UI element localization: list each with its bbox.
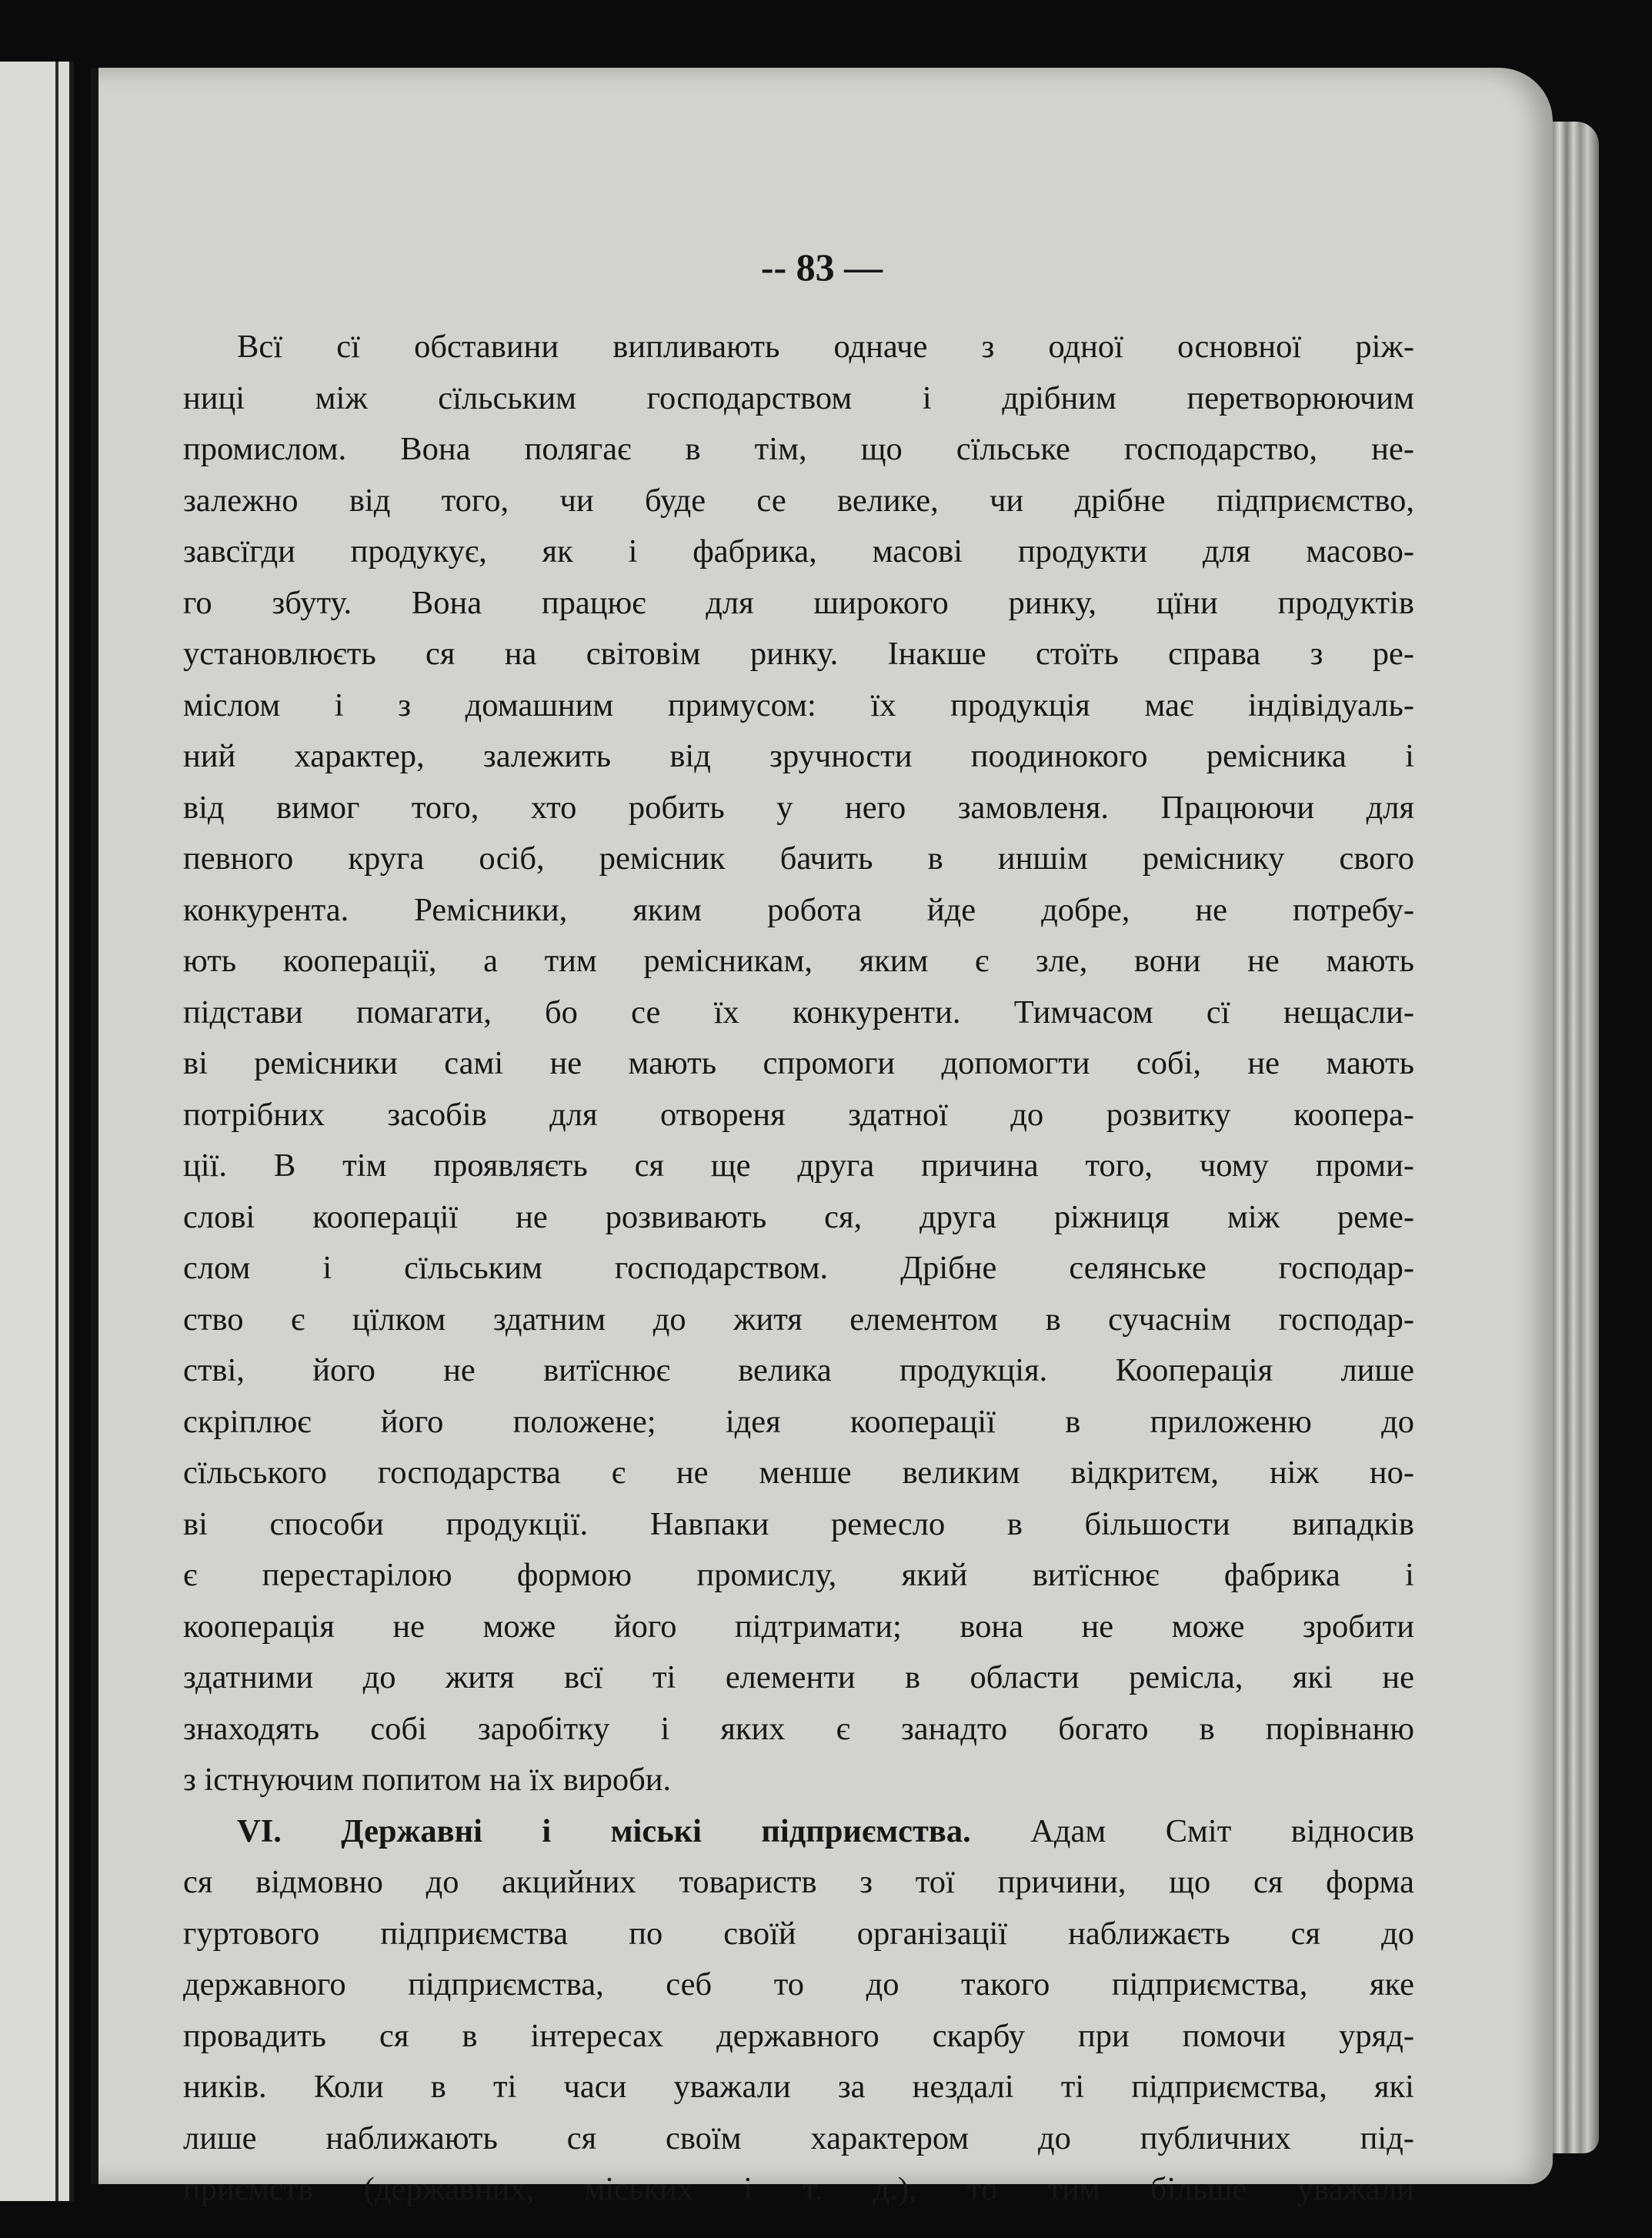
text-line: ний характер, залежить від зручности поодинокого ремісника і <box>183 738 1414 774</box>
text-line: го збуту. Вона працює для широкого ринку, цїни продуктів <box>183 584 1414 621</box>
text-line: промислом. Вона полягає в тім, що сїльське господарство, не- <box>183 431 1414 467</box>
book-page <box>91 68 1553 2207</box>
text-line: з істнуючим попитом на їх вироби. <box>183 1762 672 1798</box>
text-line: конкурента. Ремісники, яким робота йде добре, не потребу- <box>183 891 1414 928</box>
text-line: є перестарілою формою промислу, який витїснює фабрика і <box>183 1557 1414 1593</box>
text-line: ників. Коли в ті часи уважали за нездалі ті підприємства, які <box>183 2069 1414 2105</box>
section-heading: VI. Державні і міські підприємства. <box>237 1812 971 1849</box>
text-line: установлюєть ся на світовім ринку. Інакше стоїть справа з ре- <box>183 636 1414 672</box>
page-number: -- 83 — <box>760 246 883 289</box>
previous-page-edge <box>0 62 74 2201</box>
text-line: знаходять собі заробітку і яких є занадто богато в порівнаню <box>183 1710 1414 1747</box>
page-binding <box>91 68 98 2184</box>
text-line: приємств (державних, міських і т. д.), то тим більше уважали <box>183 2171 1414 2207</box>
text-line: гуртового підприємства по своїй організації наближаєть ся до <box>183 1915 1414 1952</box>
text-line: слом і сїльським господарством. Дрібне селянське господар- <box>183 1250 1414 1286</box>
text-line: здатними до житя всї ті елементи в области ремісла, які не <box>183 1659 1414 1695</box>
text-line: міслом і з домашним примусом: їх продукція має індівідуаль- <box>183 686 1414 723</box>
text-line: завсїгди продукує, як і фабрика, масові продукти для масово- <box>183 533 1414 570</box>
text-line: слові кооперації не розвивають ся, друга ріжниця між реме- <box>183 1198 1414 1235</box>
previous-page-border <box>55 62 58 2201</box>
text-line: ся відмовно до акцийних товариств з тої причини, що ся форма <box>183 1864 1414 1900</box>
text-line: лише наближають ся своїм характером до публичних під- <box>183 2119 1414 2156</box>
text-line: скріплює його положене; ідея кооперації в приложеню до <box>183 1403 1414 1440</box>
text-line: ві ремісники самі не мають спромоги допомогти собі, не мають <box>183 1045 1414 1081</box>
text-line: залежно від того, чи буде се велике, чи дрібне підприємство, <box>183 482 1414 519</box>
text-line: від вимог того, хто робить у него замовленя. Працюючи для <box>183 789 1414 826</box>
body-text <box>183 322 1414 2216</box>
text-line: сїльського господарства є не менше великим відкритєм, ніж но- <box>183 1455 1414 1491</box>
text-line: ство є цїлком здатним до житя елементом в сучаснім господар- <box>183 1301 1414 1338</box>
page-fore-edge <box>1553 122 1599 2153</box>
text-line: ють кооперації, а тим ремісникам, яким є зле, вони не мають <box>183 943 1414 979</box>
section-first-line-text: Адам Сміт відносив <box>1030 1812 1414 1849</box>
text-line: потрібних засобів для отвореня здатної до розвитку коопера- <box>183 1096 1414 1133</box>
text-line: Всї сї обставини випливають одначе з одної основної ріж- <box>237 329 1414 365</box>
text-line: державного підприємства, себ то до такого підприємства, яке <box>183 1966 1414 2003</box>
text-line: кооперація не може його підтримати; вона не може зробити <box>183 1608 1414 1645</box>
text-line: ції. В тім проявляєть ся ще друга причина того, чому проми- <box>183 1147 1414 1184</box>
text-line: певного круга осіб, ремісник бачить в иншім реміснику свого <box>183 840 1414 877</box>
text-line: ві способи продукції. Навпаки ремесло в більшости випадків <box>183 1505 1414 1542</box>
text-line: провадить ся в інтересах державного скарбу при помочи уряд- <box>183 2017 1414 2054</box>
text-line: стві, його не витїснює велика продукція. Кооперація лише <box>183 1352 1414 1388</box>
section-first-line <box>183 1806 1414 1858</box>
text-line: підстави помагати, бо се їх конкуренти. Тимчасом сї нещасли- <box>183 994 1414 1030</box>
text-line: ниці між сїльським господарством і дрібним перетворюючим <box>183 379 1414 416</box>
